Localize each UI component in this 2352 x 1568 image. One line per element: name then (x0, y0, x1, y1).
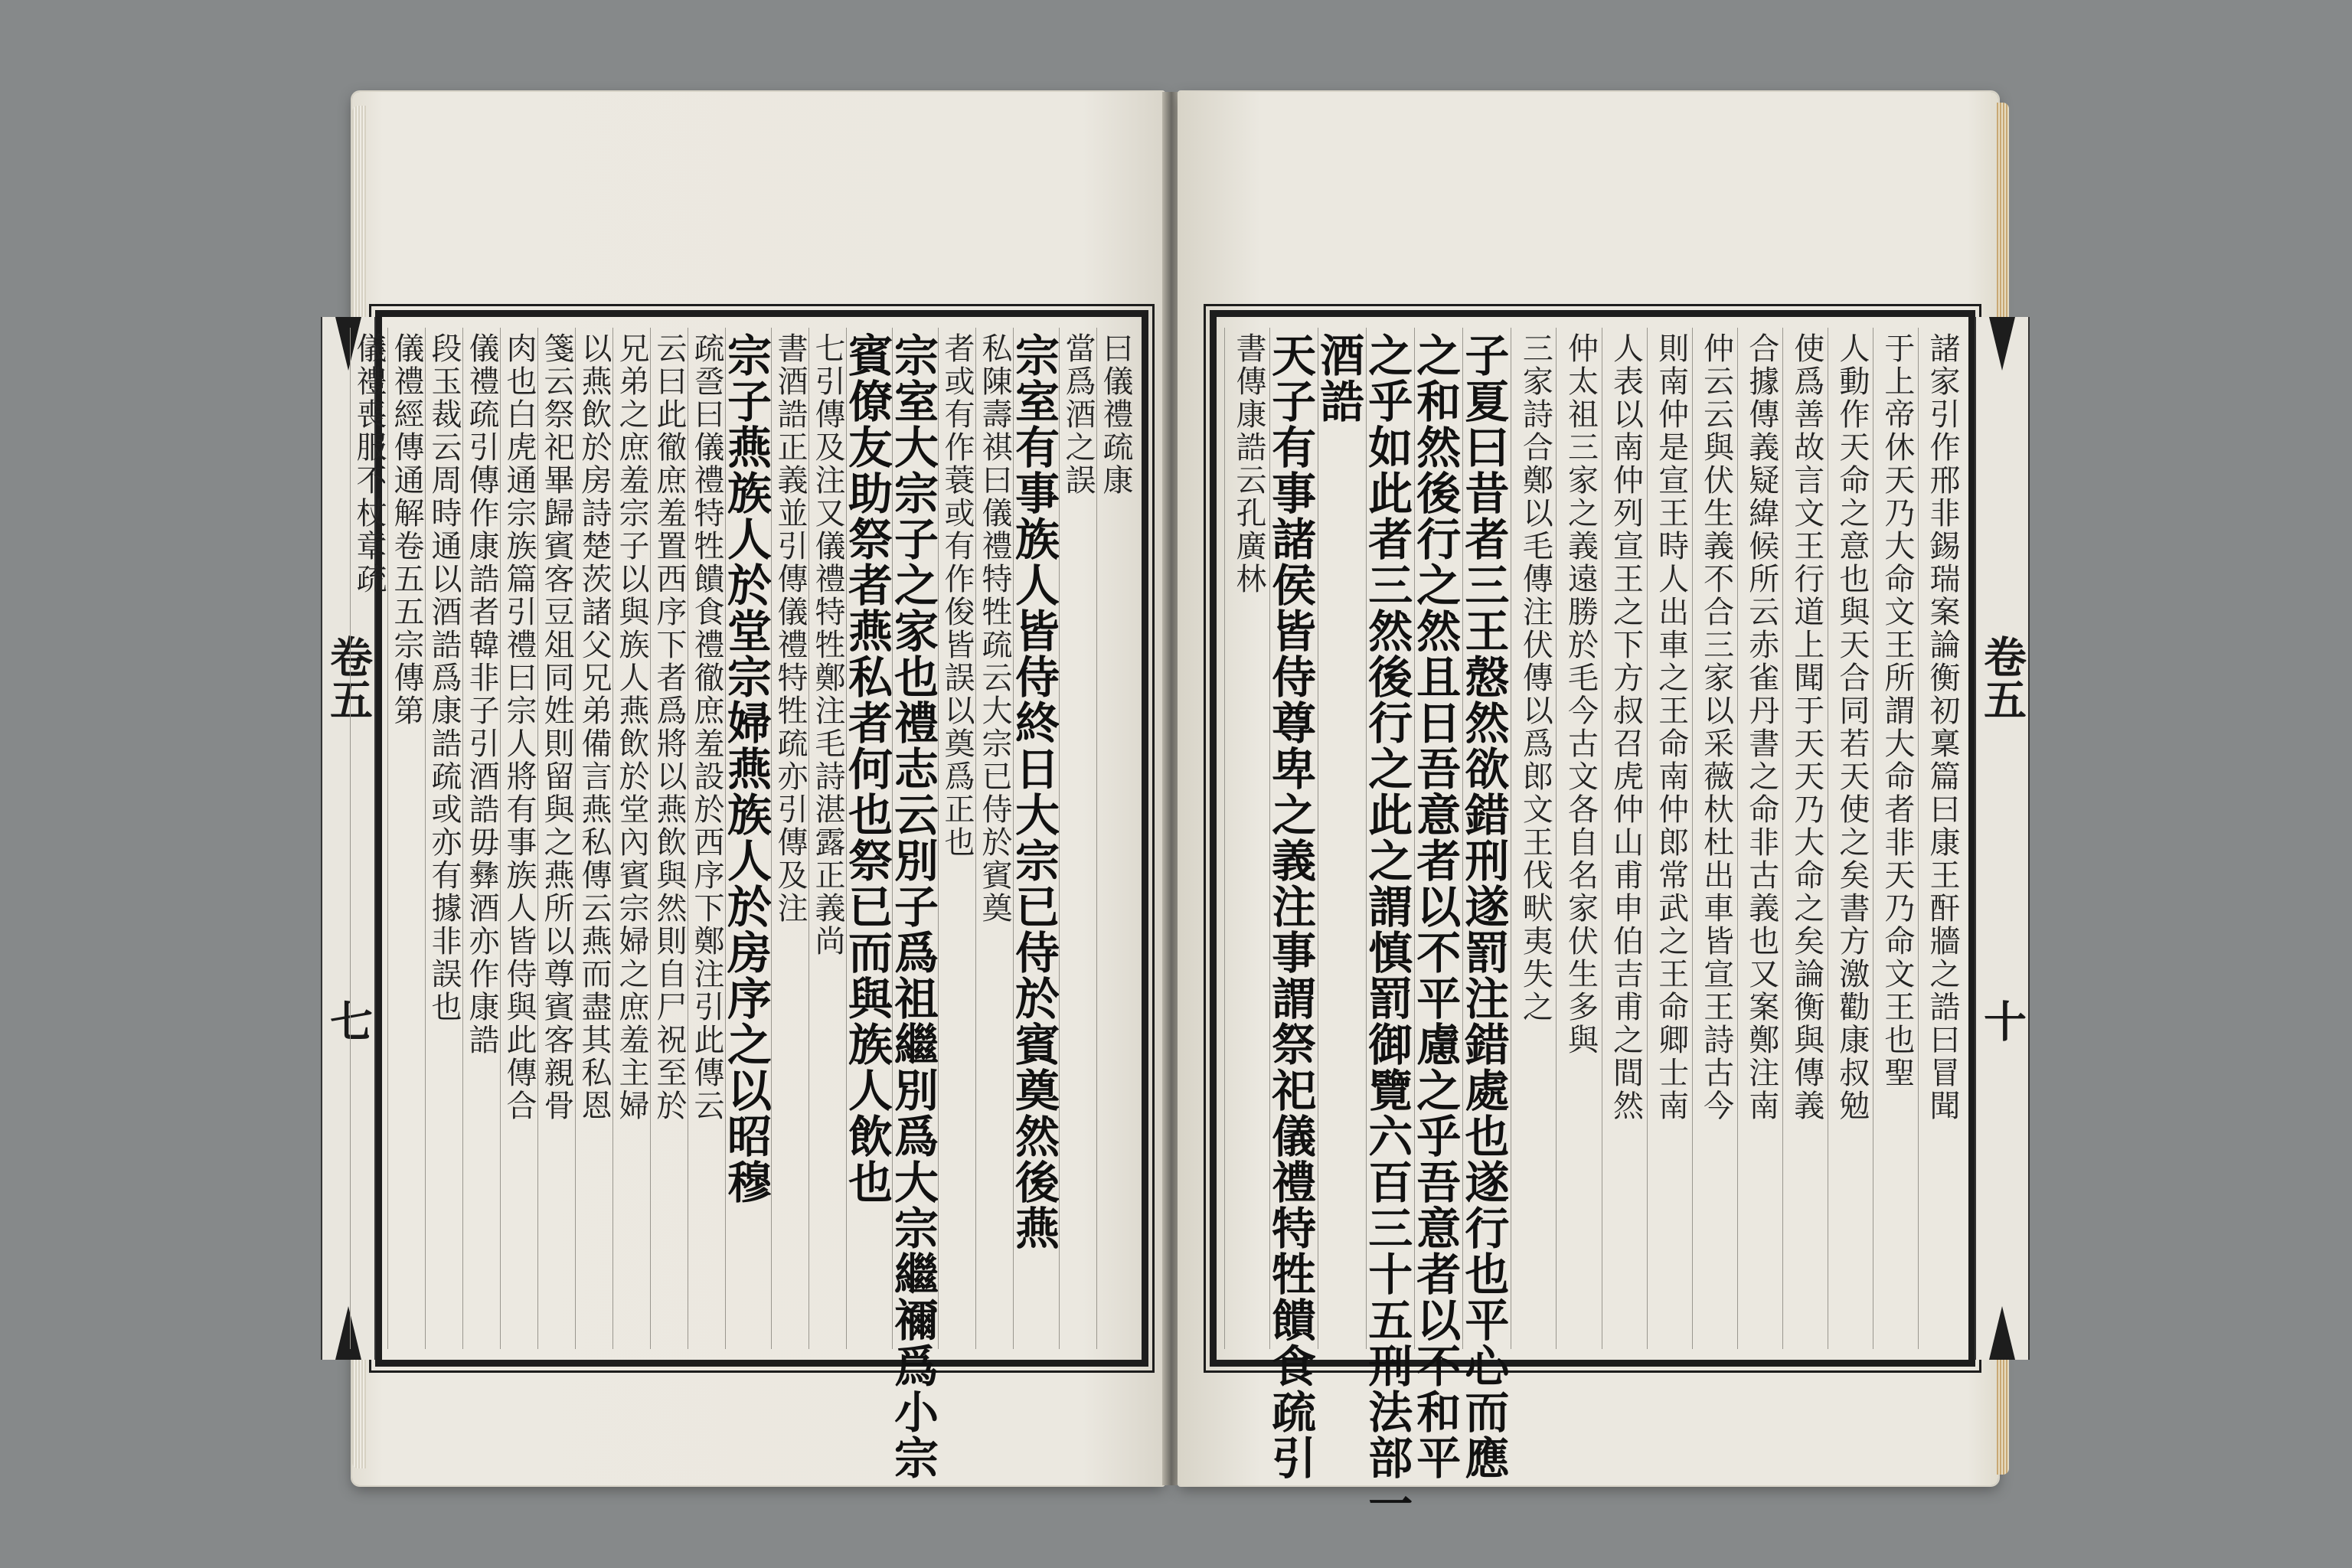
left-page-number: 七 (323, 999, 374, 1043)
right-text-column: 書傳康誥云孔廣林 (1224, 328, 1267, 1349)
left-text-column: 儀禮疏引傳作康誥者韓非子引酒誥毋彝酒亦作康誥 (462, 328, 500, 1349)
left-page (323, 92, 1164, 1485)
right-text-column: 之和然後行之然且日吾意者以不平慮之乎吾意者以不和平 (1414, 328, 1460, 1349)
right-volume-label: 卷五 (1977, 634, 2027, 720)
right-text-column: 酒誥 (1318, 328, 1364, 1349)
left-text-frame (323, 310, 1148, 1481)
right-text-columns (1224, 328, 1961, 1527)
right-text-column: 使爲善故言文王行道上聞于天天乃大命之矣論衡與傳義 (1782, 328, 1825, 1349)
open-book (323, 92, 2027, 1527)
left-text-column: 宗室大宗子之家也禮志云別子爲祖繼別爲大宗繼禰爲小宗 (892, 328, 938, 1349)
fishtail-mark-bottom-icon (1989, 1306, 2015, 1360)
right-text-column: 諸家引作邢非錫瑞案論衡初稟篇曰康王酐牆之誥曰冒聞 (1918, 328, 1961, 1349)
left-text-column: 書酒誥正義並引傳儀禮特牲疏亦引傳及注 (771, 328, 808, 1349)
left-text-columns (351, 328, 1134, 1481)
right-text-column: 之乎如此者三然後行之此之謂慎罰御覽六百三十五刑法部一 (1366, 328, 1412, 1349)
left-text-column: 箋云祭祀畢歸賓客豆俎同姓則留與之燕所以尊賓客親骨 (537, 328, 575, 1349)
left-text-column: 宗室有事族人皆侍終日大宗已侍於賓奠然後燕 (1013, 328, 1059, 1349)
right-text-column: 子夏曰昔者三王慤然欲錯刑遂罰注錯處也遂行也平心而應 (1462, 328, 1508, 1349)
left-text-column: 私陳壽祺曰儀禮特牲疏云大宗已侍於賓奠 (975, 328, 1013, 1349)
left-annotation-note: 儀禮喪服不杖章疏 (350, 328, 387, 1349)
right-text-column: 仲云云與伏生義不合三家以采薇杕杜出車皆宣王詩古今 (1692, 328, 1735, 1349)
left-text-column: 者或有作蓑或有作俊皆誤以奠爲正也 (938, 328, 975, 1349)
right-text-column: 人動作天命之意也與天合同若天使之矣書方激勸康叔勉 (1828, 328, 1870, 1349)
left-text-column: 兄弟之庶羞宗子以與族人燕飲於堂內賓宗婦之庶羞主婦 (612, 328, 650, 1349)
left-text-column: 疏巹曰儀禮特牲饋食禮徹庶羞設於西序下鄭注引此傳云 (688, 328, 725, 1349)
right-text-frame (1210, 310, 2027, 1527)
left-annotation-note: 儀禮經傳通解卷五五宗傳第 (387, 328, 425, 1349)
left-text-column: 曰儀禮疏康 (1096, 328, 1134, 1349)
right-text-column: 三家詩合鄭以毛傳注伏傳以爲郎文王伐畎夷失之 (1511, 328, 1553, 1349)
book-gutter (1162, 92, 1181, 1485)
right-text-column: 人表以南仲列宣王之下方叔召虎仲山甫申伯吉甫之間然 (1602, 328, 1645, 1349)
left-text-column: 以燕飲於房詩楚茨諸父兄弟備言燕私傳云燕而盡其私恩 (575, 328, 612, 1349)
left-volume-label: 卷五 (323, 634, 374, 720)
right-fold-margin (1975, 317, 2030, 1360)
left-text-column: 宗子燕族人於堂宗婦燕族人於房序之以昭穆 (725, 328, 771, 1349)
left-text-column: 肉也白虎通宗族篇引禮曰宗人將有事族人皆侍與此傳合 (500, 328, 537, 1349)
left-text-column: 段玉裁云周時通以酒誥爲康誥疏或亦有據非誤也 (425, 328, 462, 1349)
right-text-column: 合據傳義疑緯候所云赤雀丹書之命非古義也又案鄭注南 (1737, 328, 1780, 1349)
left-text-column: 當爲酒之誤 (1059, 328, 1096, 1349)
left-text-column: 賓僚友助祭者燕私者何也祭已而與族人飲也 (846, 328, 892, 1349)
right-text-column: 于上帝休天乃大命文王所謂大命者非天乃命文王也聖 (1873, 328, 1916, 1349)
right-page (1179, 92, 2027, 1527)
left-text-column: 云曰此徹庶羞置西序下者爲將以燕飲與然則自尸祝至於 (650, 328, 688, 1349)
right-text-column: 天子有事諸侯皆侍尊卑之義注事謂祭祀儀禮特牲饋食疏引 (1269, 328, 1315, 1349)
fishtail-mark-top-icon (1989, 317, 2015, 371)
right-page-number: 十 (1977, 999, 2027, 1043)
right-text-column: 仲太祖三家之義遠勝於毛今古文各自名家伏生多與 (1556, 328, 1599, 1349)
right-text-column: 則南仲是宣王時人出車之王命南仲郎常武之王命卿士南 (1647, 328, 1690, 1349)
left-text-column: 七引傳及注又儀禮特牲鄭注毛詩湛露正義尚 (808, 328, 846, 1349)
